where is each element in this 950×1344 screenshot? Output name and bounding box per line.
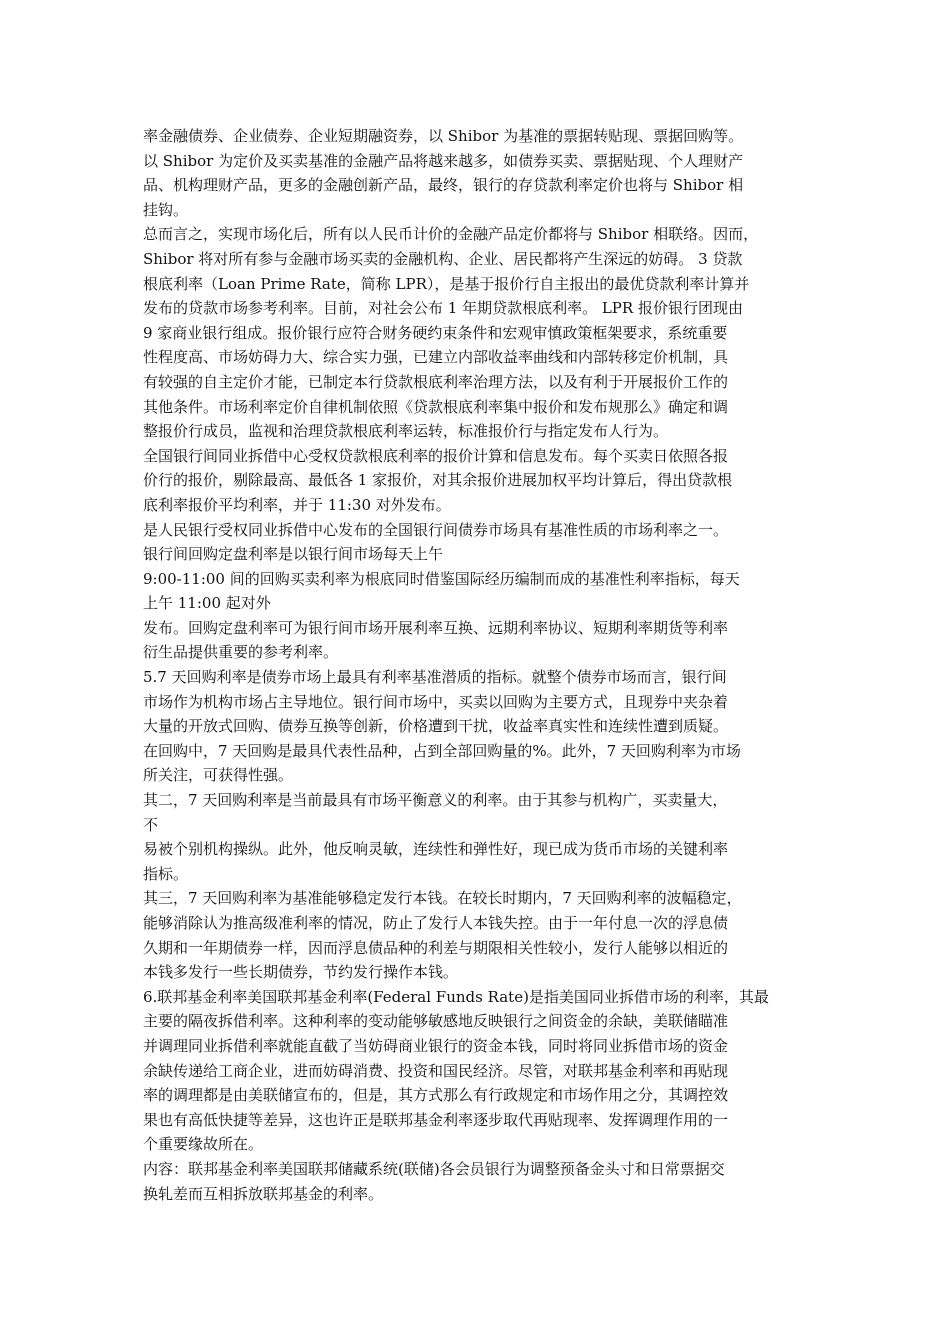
text-line: 有较强的自主定价才能，已制定本行贷款根底利率治理方法，以及有利于开展报价工作的 xyxy=(143,372,729,391)
text-line: 在回购中，7 天回购是最具代表性品种，占到全部回购量的%。此外，7 天回购利率为市场 xyxy=(143,741,741,760)
text-line: 整报价行成员，监视和治理贷款根底利率运转，标准报价行与指定发布人行为。 xyxy=(143,422,669,441)
text-line: 是人民银行受权同业拆借中心发布的全国银行间债券市场具有基准性质的市场利率之一。 xyxy=(143,520,729,539)
text-line: 发布。回购定盘利率可为银行间市场开展利率互换、远期利率协议、短期利率期货等利率 xyxy=(143,618,729,637)
text-line: 以 Shibor 为定价及买卖基准的金融产品将越来越多，如债券买卖、票据贴现、个人理财产 xyxy=(143,151,744,170)
text-line: 根底利率（Loan Prime Rate，简称 LPR），是基于报价行自主报出的最优贷款利率计算并 xyxy=(143,274,750,293)
text-line: 5.7 天回购利率是债券市场上最具有利率基准潜质的指标。就整个债券市场而言，银行间 xyxy=(143,668,727,687)
text-line: 指标。 xyxy=(143,864,189,883)
text-line: 挂钩。 xyxy=(143,200,189,219)
text-line: 其二，7 天回购利率是当前最具有市场平衡意义的利率。由于其参与机构广，买卖量大， xyxy=(143,791,728,810)
text-line: 率金融债券、企业债券、企业短期融资券，以 Shibor 为基准的票据转贴现、票据回购等。 xyxy=(143,127,744,145)
text-line: 所关注，可获得性强。 xyxy=(143,766,294,785)
text-line: 品、机构理财产品，更多的金融创新产品，最终，银行的存贷款利率定价也将与 Shibor 相 xyxy=(143,176,744,195)
text-line: 不 xyxy=(143,815,159,834)
text-line: Shibor 将对所有参与金融市场买卖的金融机构、企业、居民都将产生深远的妨碍。 3 贷款 xyxy=(143,249,743,268)
text-line: 银行间回购定盘利率是以银行间市场每天上午 xyxy=(143,545,444,564)
text-line: 总而言之，实现市场化后，所有以人民币计价的金融产品定价都将与 Shibor 相联络。因而， xyxy=(143,225,759,244)
text-line: 价行的报价，剔除最高、最低各 1 家报价，对其余报价进展加权平均计算后，得出贷款根 xyxy=(143,471,733,490)
text-line: 大量的开放式回购、债券互换等创新，价格遭到干扰，收益率真实性和连续性遭到质疑。 xyxy=(143,717,729,736)
text-line: 内容：联邦基金利率美国联邦储藏系统(联储)各会员银行为调整预备金头寸和日常票据交 xyxy=(143,1159,725,1178)
text-line: 个重要缘故所在。 xyxy=(143,1135,264,1154)
text-line: 主要的隔夜拆借利率。这种利率的变动能够敏感地反映银行之间资金的余缺，美联储瞄准 xyxy=(143,1012,729,1031)
text-line: 余缺传递给工商企业，进而妨碍消费、投资和国民经济。尽管，对联邦基金利率和再贴现 xyxy=(143,1061,729,1080)
text-line: 6.联邦基金利率美国联邦基金利率(Federal Funds Rate)是指美国同业拆借市场的利率，其最 xyxy=(143,987,769,1006)
text-line: 本钱多发行一些长期债券，节约发行操作本钱。 xyxy=(143,963,459,982)
text-line: 其三，7 天回购利率为基准能够稳定发行本钱。在较长时期内，7 天回购利率的波幅稳定， xyxy=(143,889,742,908)
text-line: 率的调理都是由美联储宣布的，但是，其方式那么有行政规定和市场作用之分，其调控效 xyxy=(143,1086,729,1105)
text-line: 9 家商业银行组成。报价银行应符合财务硬约束条件和宏观审慎政策框架要求，系统重要 xyxy=(143,323,728,342)
text-line: 性程度高、市场妨碍力大、综合实力强，已建立内部收益率曲线和内部转移定价机制，具 xyxy=(143,348,729,367)
text-line: 底利率报价平均利率，并于 11:30 对外发布。 xyxy=(143,495,451,514)
document-body xyxy=(143,124,815,1206)
text-line: 其他条件。市场利率定价自律机制依照《贷款根底利率集中报价和发布规那么》确定和调 xyxy=(143,397,729,416)
text-line: 换轧差而互相拆放联邦基金的利率。 xyxy=(143,1184,384,1203)
text-line: 久期和一年期债券一样，因而浮息债品种的利差与期限相关性较小，发行人能够以相近的 xyxy=(143,938,729,957)
text-line: 发布的贷款市场参考利率。目前，对社会公布 1 年期贷款根底利率。 LPR 报价银行团现由 xyxy=(143,299,743,318)
text-line: 并调理同业拆借利率就能直截了当妨碍商业银行的资金本钱，同时将同业拆借市场的资金 xyxy=(143,1036,729,1055)
text-line: 能够消除认为推高级准利率的情况，防止了发行人本钱失控。由于一年付息一次的浮息债 xyxy=(143,914,729,932)
text-line: 果也有高低快捷等差异，这也许正是联邦基金利率逐步取代再贴现率、发挥调理作用的一 xyxy=(143,1110,729,1129)
text-line: 衍生品提供重要的参考利率。 xyxy=(143,643,339,662)
text-line: 上午 11:00 起对外 xyxy=(143,594,271,613)
text-line: 9:00-11:00 间的回购买卖利率为根底同时借鉴国际经历编制而成的基准性利率指标，每天 xyxy=(143,569,740,588)
text-line: 全国银行间同业拆借中心受权贷款根底利率的报价计算和信息发布。每个买卖日依照各报 xyxy=(143,446,729,465)
text-line: 市场作为机构市场占主导地位。银行间市场中，买卖以回购为主要方式，且现券中夹杂着 xyxy=(143,692,729,711)
text-line: 易被个别机构操纵。此外，他反响灵敏，连续性和弹性好，现已成为货币市场的关键利率 xyxy=(143,840,729,859)
